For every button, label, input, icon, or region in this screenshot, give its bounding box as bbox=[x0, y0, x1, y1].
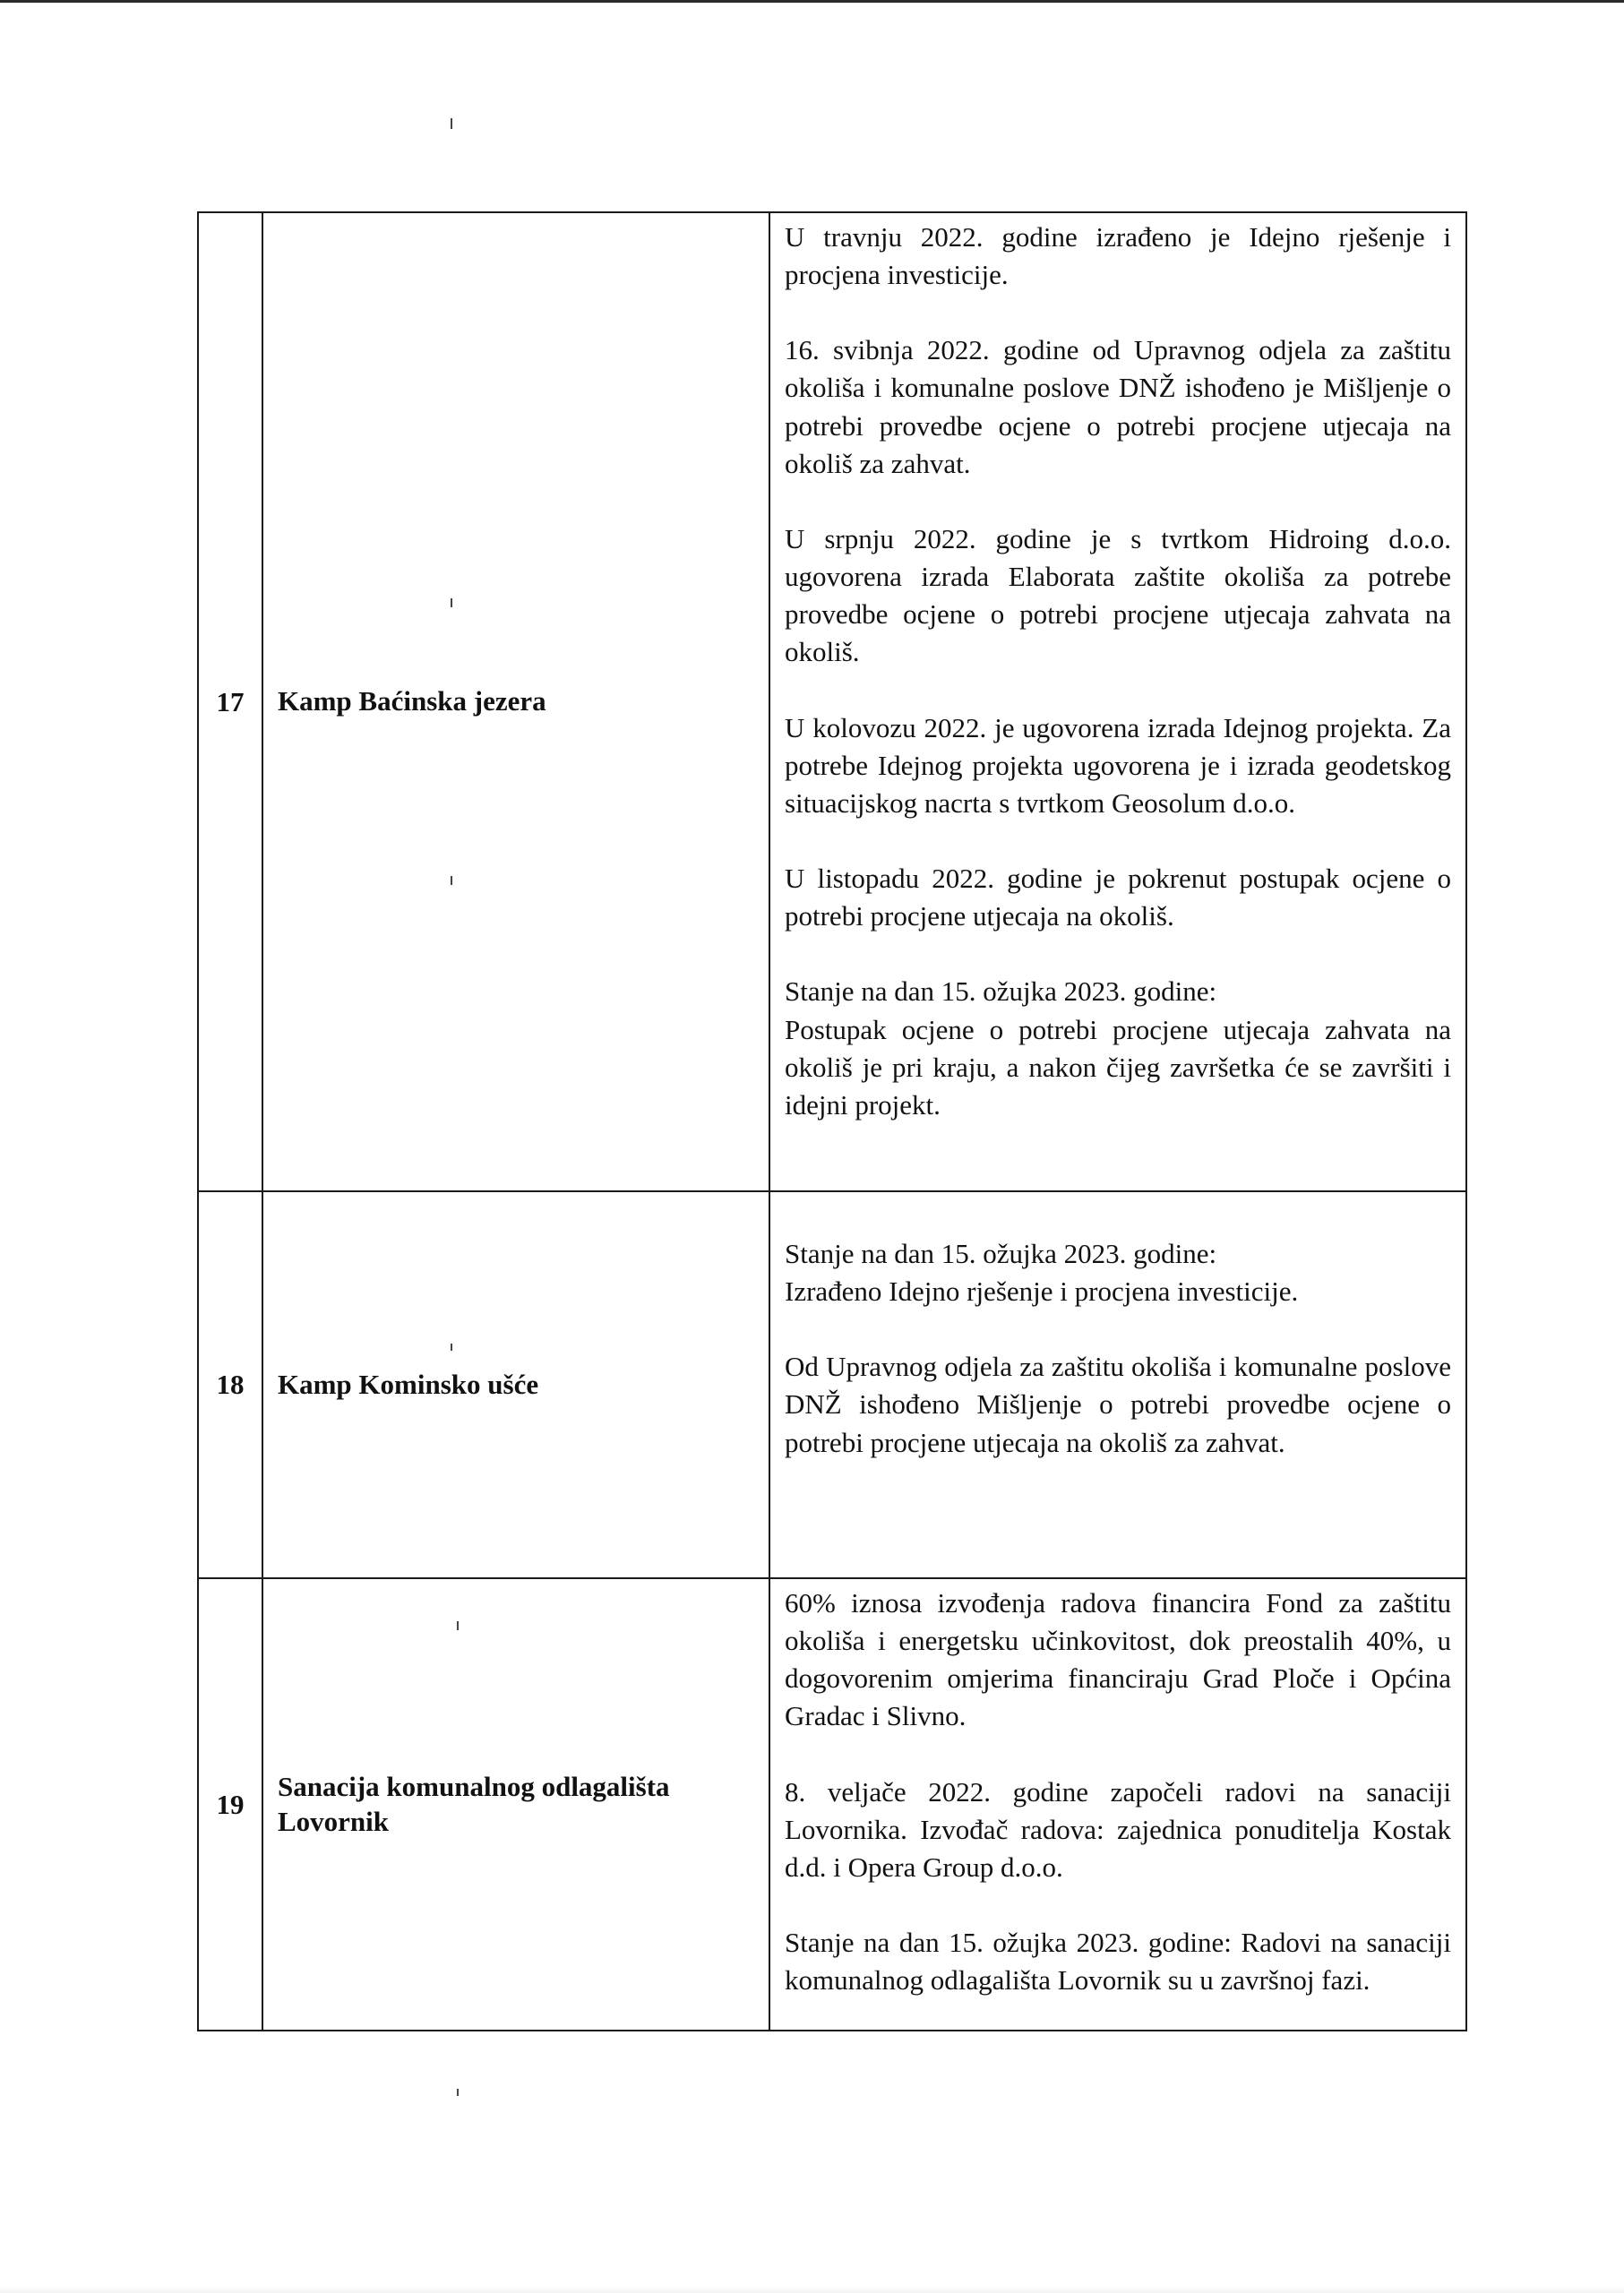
description-paragraph: 8. veljače 2022. godine započeli radovi na sanaciji Lovornika. Izvođač radova: zajednica ponuditelja Kostak d.d. i Opera Group d.o.o. bbox=[785, 1775, 1451, 1883]
table-row bbox=[198, 1578, 1466, 2031]
row-number: 18 bbox=[198, 1191, 262, 1578]
description-paragraph: U listopadu 2022. godine je pokrenut postupak ocjene o potrebi procjene utjecaja na okoliš. bbox=[785, 863, 1451, 932]
description-paragraph: Stanje na dan 15. ožujka 2023. godine: Izrađeno Idejno rješenje i procjena investicije. bbox=[785, 1238, 1299, 1308]
scan-speck bbox=[457, 2089, 459, 2096]
project-name: Sanacija komunalnog odlagališta Lovornik bbox=[262, 1578, 769, 2031]
project-status-table bbox=[197, 211, 1467, 2031]
description-paragraph: 16. svibnja 2022. godine od Upravnog odjela za zaštitu okoliša i komunalne poslove DNŽ ishođeno je Mišljenje o potrebi provedbe ocjene o potrebi procjene utjecaja na okoliš za zahvat. bbox=[785, 334, 1451, 479]
description-paragraph: Stanje na dan 15. ožujka 2023. godine: Postupak ocjene o potrebi procjene utjecaja zahvata na okoliš je pri kraju, a nakon čijeg završetka će se završiti i idejni projekt. bbox=[785, 975, 1451, 1121]
scan-speck bbox=[451, 118, 452, 129]
scan-edge-bottom bbox=[0, 2286, 1624, 2293]
row-number: 17 bbox=[198, 212, 262, 1191]
row-number: 19 bbox=[198, 1578, 262, 2031]
table-row bbox=[198, 212, 1466, 1191]
project-description bbox=[769, 212, 1466, 1191]
project-description bbox=[769, 1578, 1466, 2031]
project-name: Kamp Kominsko ušće bbox=[262, 1191, 769, 1578]
project-description bbox=[769, 1191, 1466, 1578]
description-paragraph: U kolovozu 2022. je ugovorena izrada Idejnog projekta. Za potrebe Idejnog projekta ugovorena je i izrada geodetskog situacijskog nacrta s tvrtkom Geosolum d.o.o. bbox=[785, 711, 1451, 819]
description-paragraph: U srpnju 2022. godine je s tvrtkom Hidroing d.o.o. ugovorena izrada Elaborata zaštite okoliša za potrebe provedbe ocjene o potrebi procjene utjecaja zahvata na okoliš. bbox=[785, 522, 1451, 668]
description-paragraph: Od Upravnog odjela za zaštitu okoliša i komunalne poslove DNŽ ishođeno Mišljenje o potrebi provedbe ocjene o potrebi procjene utjecaja na okoliš za zahvat. bbox=[785, 1351, 1451, 1458]
scan-edge-top bbox=[0, 0, 1624, 3]
table-row bbox=[198, 1191, 1466, 1578]
project-name: Kamp Baćinska jezera bbox=[262, 212, 769, 1191]
description-paragraph: U travnju 2022. godine izrađeno je Idejno rješenje i procjena investicije. bbox=[785, 221, 1451, 291]
description-paragraph: Stanje na dan 15. ožujka 2023. godine: Radovi na sanaciji komunalnog odlagališta Lovornik su u završnoj fazi. bbox=[785, 1927, 1451, 1997]
description-paragraph: 60% iznosa izvođenja radova financira Fond za zaštitu okoliša i energetsku učinkovitost, dok preostalih 40%, u dogovorenim omjerima financiraju Grad Ploče i Općina Gradac i Slivno. bbox=[785, 1587, 1451, 1732]
